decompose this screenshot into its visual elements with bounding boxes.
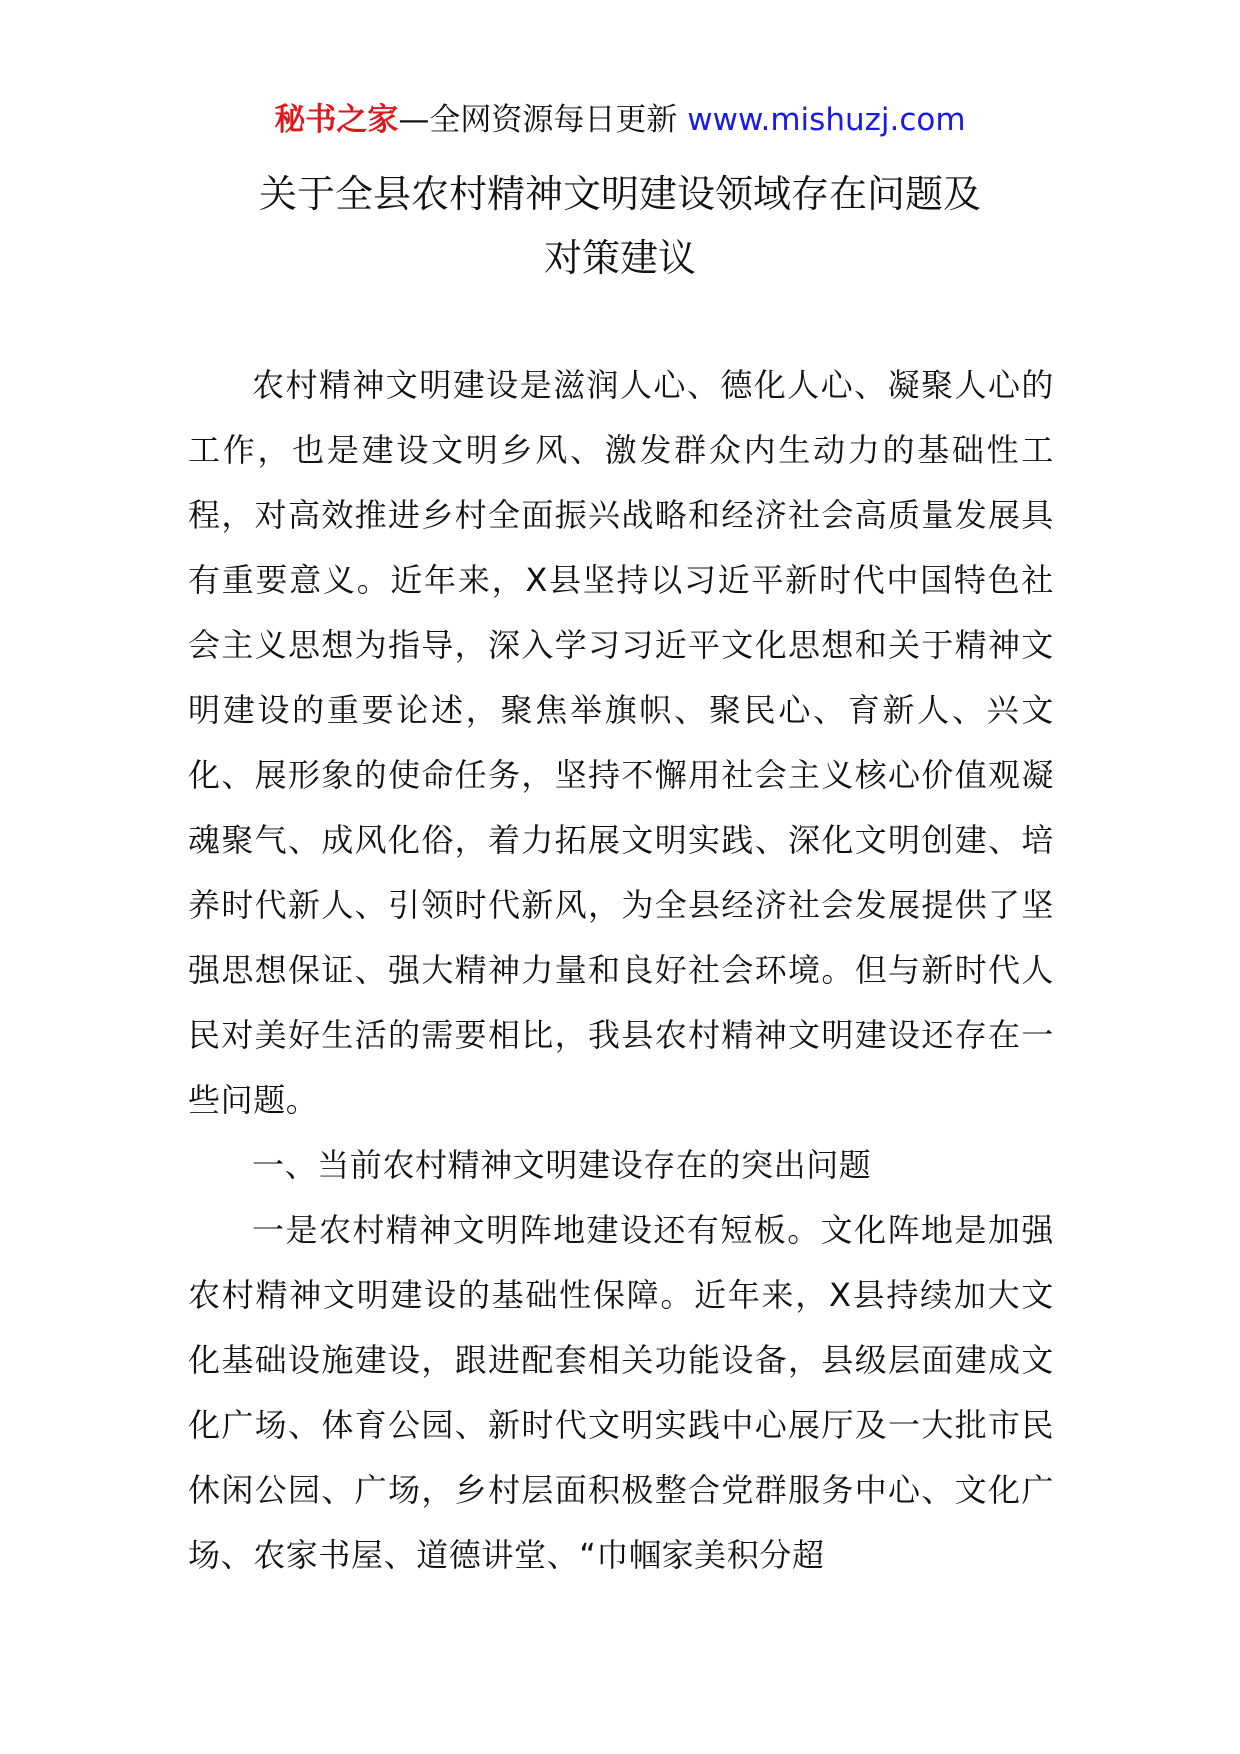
header-tagline: —全网资源每日更新: [398, 102, 688, 138]
title-line-2: 对策建议: [543, 236, 696, 280]
document-body: [188, 353, 1054, 1588]
title-line-1: 关于全县农村精神文明建设领域存在问题及: [258, 172, 981, 216]
site-url-link[interactable]: www.mishuzj.com: [687, 102, 966, 138]
body-paragraph: 一是农村精神文明阵地建设还有短板。文化阵地是加强农村精神文明建设的基础性保障。近年来，X县持续加大文化基础设施建设，跟进配套相关功能设备，县级层面建成文化广场、体育公园、新时代文明实践中心展厅及一大批市民休闲公园、广场，乡村层面积极整合党群服务中心、文化广场、农家书屋、道德讲堂、“巾帼家美积分超: [188, 1211, 1054, 1574]
intro-paragraph: 农村精神文明建设是滋润人心、德化人心、凝聚人心的工作，也是建设文明乡风、激发群众内生动力的基础性工程，对高效推进乡村全面振兴战略和经济社会高质量发展具有重要意义。近年来，X县坚持以习近平新时代中国特色社会主义思想为指导，深入学习习近平文化思想和关于精神文明建设的重要论述，聚焦举旗帜、聚民心、育新人、兴文化、展形象的使命任务，坚持不懈用社会主义核心价值观凝魂聚气、成风化俗，着力拓展文明实践、深化文明创建、培养时代新人、引领时代新风，为全县经济社会发展提供了坚强思想保证、强大精神力量和良好社会环境。但与新时代人民对美好生活的需要相比，我县农村精神文明建设还存在一些问题。: [188, 366, 1054, 1119]
site-header: [0, 100, 1240, 140]
section-heading-1: 一、当前农村精神文明建设存在的突出问题: [252, 1146, 872, 1184]
document-title: [0, 162, 1240, 290]
brand-name: 秘书之家: [274, 102, 399, 138]
